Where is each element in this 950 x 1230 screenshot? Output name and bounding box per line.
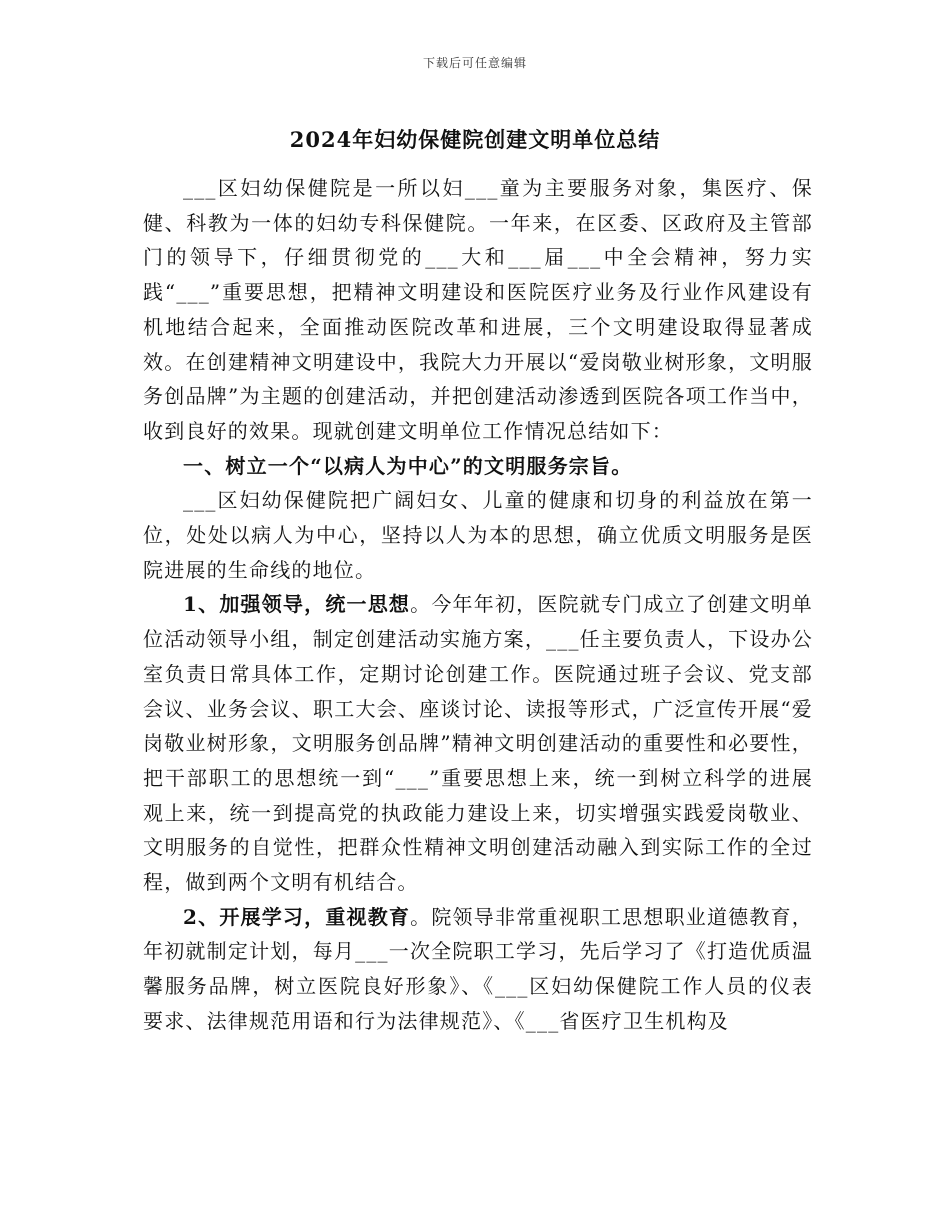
- subsection-1-paragraph: [143, 587, 813, 899]
- document-title: 2024年妇幼保健院创建文明单位总结: [289, 127, 661, 152]
- section-heading-1: 一、树立一个“以病人为中心”的文明服务宗旨。: [183, 453, 633, 478]
- header-note: 下载后可任意编辑: [422, 56, 527, 70]
- section-1-paragraph: ___区妇幼保健院把广阔妇女、儿童的健康和切身的利益放在第一位，处处以病人为中心，坚持以人为本的思想，确立优质文明服务是医院进展的生命线的地位。: [143, 488, 813, 582]
- intro-paragraph: ___区妇幼保健院是一所以妇___童为主要服务对象，集医疗、保健、科教为一体的妇幼专科保健院。一年来，在区委、区政府及主管部门的领导下，仔细贯彻党的___大和___届___中全会精神，努力实践“___”重要思想，把精神文明建设和医院医疗业务及行业作风建设有机地结合起来，全面推动医院改革和进展，三个文明建设取得显著成效。在创建精神文明建设中，我院大力开展以“爱岗敬业树形象，文明服务创品牌”为主题的创建活动，并把创建活动渗透到医院各项工作当中，收到良好的效果。现就创建文明单位工作情况总结如下：: [143, 176, 813, 443]
- subsection-2-paragraph: [143, 900, 813, 1039]
- subsection-1-body: 。今年年初，医院就专门成立了创建文明单位活动领导小组，制定创建活动实施方案，___任主要负责人，下设办公室负责日常具体工作，定期讨论创建工作。医院通过班子会议、党支部会议、业务会议、职工大会、座谈讨论、读报等形式，广泛宣传开展“爱岗敬业树形象，文明服务创品牌”精神文明创建活动的重要性和必要性，把干部职工的思想统一到“___”重要思想上来，统一到树立科学的进展观上来，统一到提高党的执政能力建设上来，切实增强实践爱岗敬业、文明服务的自觉性，把群众性精神文明创建活动融入到实际工作的全过程，做到两个文明有机结合。: [143, 592, 813, 895]
- document-body: [143, 171, 813, 1039]
- subsection-2-lead: 2、开展学习，重视教育: [183, 904, 411, 929]
- subsection-2-body: 。院领导非常重视职工思想职业道德教育，年初就制定计划，每月___一次全院职工学习，先后学习了《打造优质温馨服务品牌，树立医院良好形象》、《___区妇幼保健院工作人员的仪表要求、法律规范用语和行为法律规范》、《___省医疗卫生机构及: [143, 904, 813, 1033]
- subsection-1-lead: 1、加强领导，统一思想: [183, 592, 411, 617]
